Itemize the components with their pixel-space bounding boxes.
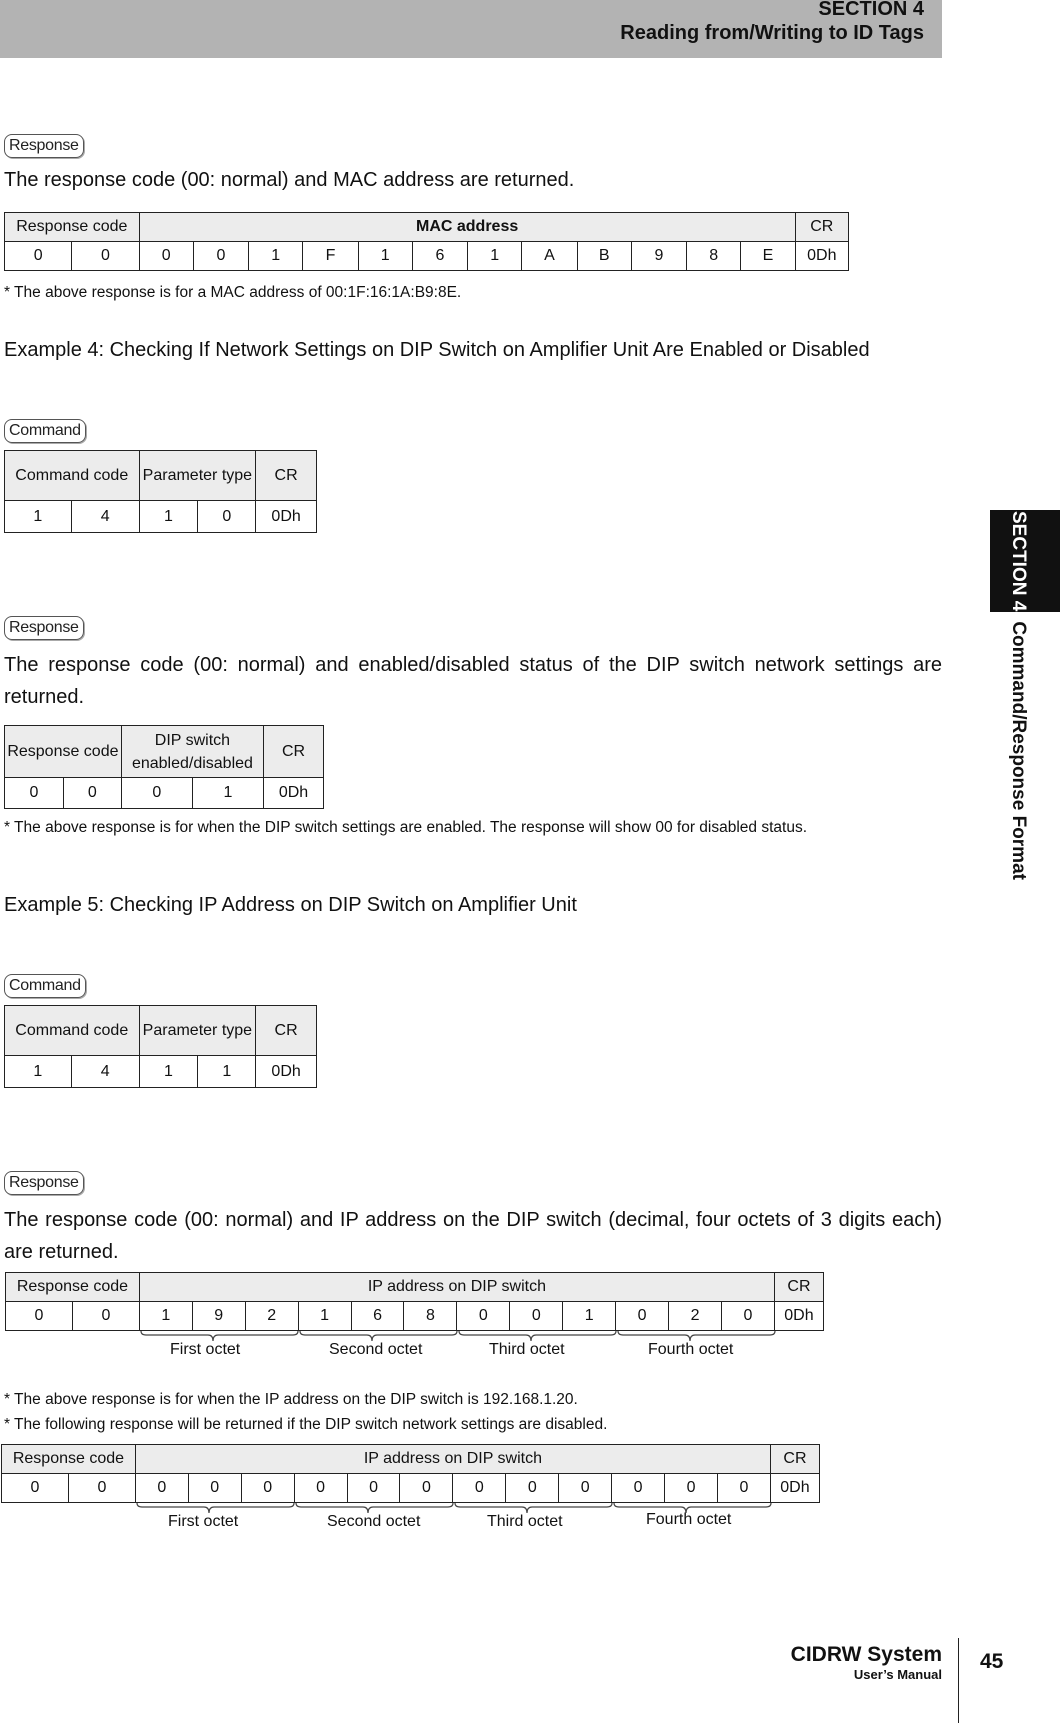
- table-cell: 0: [665, 1474, 718, 1503]
- table-cell: 0: [135, 1474, 188, 1503]
- table-cell: 0Dh: [774, 1302, 823, 1331]
- header-title: Reading from/Writing to ID Tags: [620, 22, 924, 44]
- header-parameter-type: Parameter type: [139, 451, 256, 501]
- table-cell: A: [522, 242, 577, 271]
- header-response-code: Response code: [6, 1273, 140, 1302]
- example4-command-table: [4, 450, 317, 533]
- side-tab-title: Command/Response Format: [1008, 621, 1029, 880]
- example5-title: Example 5: Checking IP Address on DIP Switch on Amplifier Unit: [4, 894, 577, 916]
- table-cell: 1: [139, 1056, 198, 1088]
- header-response-code: Response code: [5, 213, 140, 242]
- table-cell: 4: [71, 501, 139, 533]
- octet-braces: [140, 1331, 780, 1361]
- table-cell: 1: [139, 501, 198, 533]
- table-cell: 0: [121, 778, 192, 809]
- table-cell: 8: [687, 242, 741, 271]
- table-cell: 0: [612, 1474, 665, 1503]
- page-header: [0, 0, 942, 58]
- table-cell: 0: [457, 1302, 510, 1331]
- table-cell: 0: [718, 1474, 771, 1503]
- table-cell: B: [577, 242, 631, 271]
- table-cell: 0: [198, 501, 256, 533]
- mac-note: * The above response is for a MAC address of 00:1F:16:1A:B9:8E.: [4, 284, 462, 301]
- table-cell: F: [303, 242, 358, 271]
- header-cr: CR: [774, 1273, 823, 1302]
- table-cell: 0: [559, 1474, 612, 1503]
- side-tab-section: SECTION 4: [1008, 511, 1029, 612]
- footer-manual: User’s Manual: [853, 1667, 942, 1682]
- table-cell: 1: [298, 1302, 351, 1331]
- header-cr: CR: [264, 726, 324, 778]
- mac-response-text: The response code (00: normal) and MAC address are returned.: [4, 169, 575, 191]
- header-cr: CR: [770, 1445, 819, 1474]
- example5-command-table: [4, 1005, 317, 1088]
- header-command-code: Command code: [5, 1006, 140, 1056]
- response-tag: Response: [4, 134, 84, 158]
- response-tag: Response: [4, 1171, 84, 1195]
- footer: [700, 1643, 942, 1688]
- table-cell: 0: [241, 1474, 294, 1503]
- header-command-code: Command code: [5, 451, 140, 501]
- response-tag: Response: [4, 616, 84, 640]
- example4-note: * The above response is for when the DIP switch settings are enabled. The response will show 00 for disabled status.: [4, 819, 808, 836]
- footer-divider: [958, 1638, 959, 1723]
- table-cell: 0: [72, 1302, 139, 1331]
- header-mac-address: MAC address: [139, 213, 795, 242]
- octet-label: Third octet: [489, 1341, 565, 1358]
- table-cell: 0: [6, 1302, 73, 1331]
- table-cell: 0: [347, 1474, 400, 1503]
- table-cell: 0: [139, 242, 193, 271]
- table-cell: 0Dh: [770, 1474, 819, 1503]
- octet-label: First octet: [170, 1341, 241, 1358]
- ip-note: * The above response is for when the IP address on the DIP switch is 192.168.1.20.: [4, 1391, 578, 1408]
- example4-response-table: [4, 725, 324, 809]
- table-cell: 1: [358, 242, 412, 271]
- table-cell: 8: [404, 1302, 457, 1331]
- header-cr: CR: [256, 451, 317, 501]
- header-cr: CR: [795, 213, 848, 242]
- table-cell: 0Dh: [256, 501, 317, 533]
- command-tag: Command: [4, 974, 86, 998]
- header-ip-address: IP address on DIP switch: [135, 1445, 770, 1474]
- table-cell: 0: [5, 242, 72, 271]
- command-tag: Command: [4, 419, 86, 443]
- table-cell: 6: [351, 1302, 404, 1331]
- table-cell: 9: [631, 242, 686, 271]
- table-cell: 1: [198, 1056, 256, 1088]
- header-response-code: Response code: [5, 726, 122, 778]
- page-number: 45: [980, 1650, 1004, 1673]
- table-cell: 0: [72, 242, 139, 271]
- footer-system: CIDRW System: [790, 1643, 942, 1666]
- table-cell: 0: [722, 1302, 775, 1331]
- ip-disabled-table: [1, 1444, 820, 1503]
- octet-label: Fourth octet: [646, 1511, 732, 1528]
- table-cell: 0: [506, 1474, 559, 1503]
- octet-label: First octet: [168, 1513, 239, 1530]
- side-tab: [1007, 511, 1029, 880]
- octet-label: Second octet: [329, 1341, 423, 1358]
- table-cell: 0: [2, 1474, 69, 1503]
- table-cell: 0: [188, 1474, 241, 1503]
- header-cr: CR: [256, 1006, 317, 1056]
- table-cell: 0: [453, 1474, 506, 1503]
- mac-response-table: [4, 212, 849, 271]
- example4-title: Example 4: Checking If Network Settings on DIP Switch on Amplifier Unit Are Enabled or Disabled: [4, 339, 870, 361]
- table-cell: 0Dh: [795, 242, 848, 271]
- table-cell: 0: [5, 778, 64, 809]
- header-parameter-type: Parameter type: [139, 1006, 256, 1056]
- table-cell: 0: [63, 778, 121, 809]
- header-ip-address: IP address on DIP switch: [139, 1273, 774, 1302]
- table-cell: 1: [249, 242, 303, 271]
- table-cell: E: [741, 242, 795, 271]
- octet-label: Third octet: [487, 1513, 563, 1530]
- header-response-code: Response code: [2, 1445, 136, 1474]
- table-cell: 2: [245, 1302, 298, 1331]
- octet-label: Second octet: [327, 1513, 421, 1530]
- table-cell: 2: [669, 1302, 722, 1331]
- table-cell: 0: [68, 1474, 135, 1503]
- header-dip-switch-status: DIP switch enabled/disabled: [121, 726, 263, 778]
- table-cell: 9: [192, 1302, 245, 1331]
- table-cell: 0: [616, 1302, 669, 1331]
- table-cell: 4: [71, 1056, 139, 1088]
- table-cell: 0Dh: [264, 778, 324, 809]
- header-section: SECTION 4: [818, 0, 924, 20]
- table-cell: 1: [563, 1302, 616, 1331]
- table-cell: 1: [139, 1302, 192, 1331]
- table-cell: 0: [400, 1474, 453, 1503]
- example4-response-text: The response code (00: normal) and enabled/disabled status of the DIP switch network settings are returned.: [4, 654, 942, 708]
- table-cell: 1: [192, 778, 263, 809]
- disabled-note: * The following response will be returned if the DIP switch network settings are disabled.: [4, 1416, 608, 1433]
- table-cell: 6: [412, 242, 467, 271]
- table-cell: 0: [510, 1302, 563, 1331]
- table-cell: 0: [294, 1474, 347, 1503]
- octet-label: Fourth octet: [648, 1341, 734, 1358]
- ip-response-table: [5, 1272, 824, 1331]
- octet-braces: [136, 1503, 776, 1533]
- table-cell: 1: [5, 501, 72, 533]
- table-cell: 1: [468, 242, 522, 271]
- table-cell: 0Dh: [256, 1056, 317, 1088]
- example5-response-text: The response code (00: normal) and IP address on the DIP switch (decimal, four octets of 3 digits each) are returned.: [4, 1209, 942, 1263]
- table-cell: 1: [5, 1056, 72, 1088]
- table-cell: 0: [193, 242, 248, 271]
